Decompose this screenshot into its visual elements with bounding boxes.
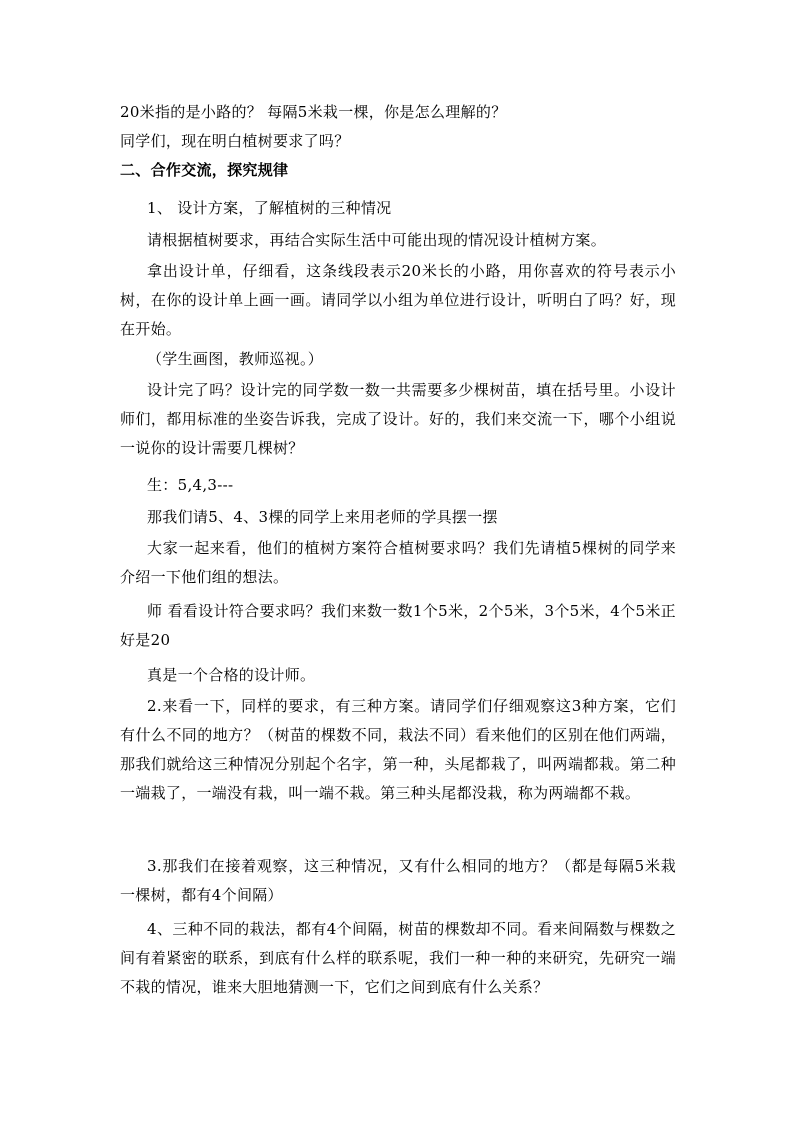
paragraph-teacher-check: 师 看看设计符合要求吗？我们来数一数1个5米，2个5米，3个5米，4个5米正好是20 bbox=[120, 602, 676, 649]
paragraph-qualified-designer: 真是一个合格的设计师。 bbox=[147, 666, 316, 684]
paragraph-similarities: 3.那我们在接着观察，这三种情况，又有什么相同的地方？（都是每隔5米栽一棵树，都有4个间隔） bbox=[120, 857, 676, 904]
paragraph-look-together: 大家一起来看，他们的植树方案符合植树要求吗？我们先请植5棵树的同学来介绍一下他们组的想法。 bbox=[120, 539, 676, 586]
paragraph-design-finished: 设计完了吗？设计完的同学数一数一共需要多少棵树苗，填在括号里。小设计师们，都用标准的坐姿告诉我，完成了设计。好的，我们来交流一下，哪个小组说一说你的设计需要几棵树？ bbox=[120, 381, 676, 457]
paragraph-design-plan: 1、 设计方案，了解植树的三种情况 bbox=[147, 199, 392, 217]
paragraph-students-draw: （学生画图，教师巡视。） bbox=[147, 350, 324, 368]
paragraph-three-plans: 2.来看一下，同样的要求，有三种方案。请同学们仔细观察这3种方案，它们有什么不同的地方？（树苗的棵数不同，栽法不同）看来他们的区别在他们两端，那我们就给这三种情况分别起个名字，第一种，头尾都栽了，叫两端都栽。第二种一端栽了，一端没有栽，叫一端不栽。第三种头尾都没栽，称为两端都不栽。 bbox=[120, 697, 676, 802]
paragraph-design-instruction: 请根据植树要求，再结合实际生活中可能出现的情况设计植树方案。 bbox=[147, 231, 607, 249]
paragraph-interval-relation: 4、三种不同的栽法，都有4个间隔，树苗的棵数却不同。看来间隔数与棵数之间有着紧密的联系，到底有什么样的联系呢，我们一种一种的来研究，先研究一端不栽的情况，谁来大胆地猜测一下，它们之间到底有什么关系？ bbox=[120, 920, 676, 996]
paragraph-invite-students: 那我们请5、4、3棵的同学上来用老师的学具摆一摆 bbox=[147, 508, 498, 526]
paragraph-student-answer: 生：5,4,3--- bbox=[147, 476, 234, 494]
paragraph-understand-requirement: 同学们，现在明白植树要求了吗？ bbox=[120, 132, 350, 150]
paragraph-question-20m: 20米指的是小路的？ 每隔5米栽一棵，你是怎么理解的？ bbox=[120, 103, 507, 121]
section-heading-cooperate: 二、合作交流，探究规律 bbox=[120, 161, 289, 179]
paragraph-take-design-sheet: 拿出设计单，仔细看，这条线段表示20米长的小路，用你喜欢的符号表示小树，在你的设计单上画一画。请同学以小组为单位进行设计，听明白了吗？好，现在开始。 bbox=[120, 262, 676, 338]
